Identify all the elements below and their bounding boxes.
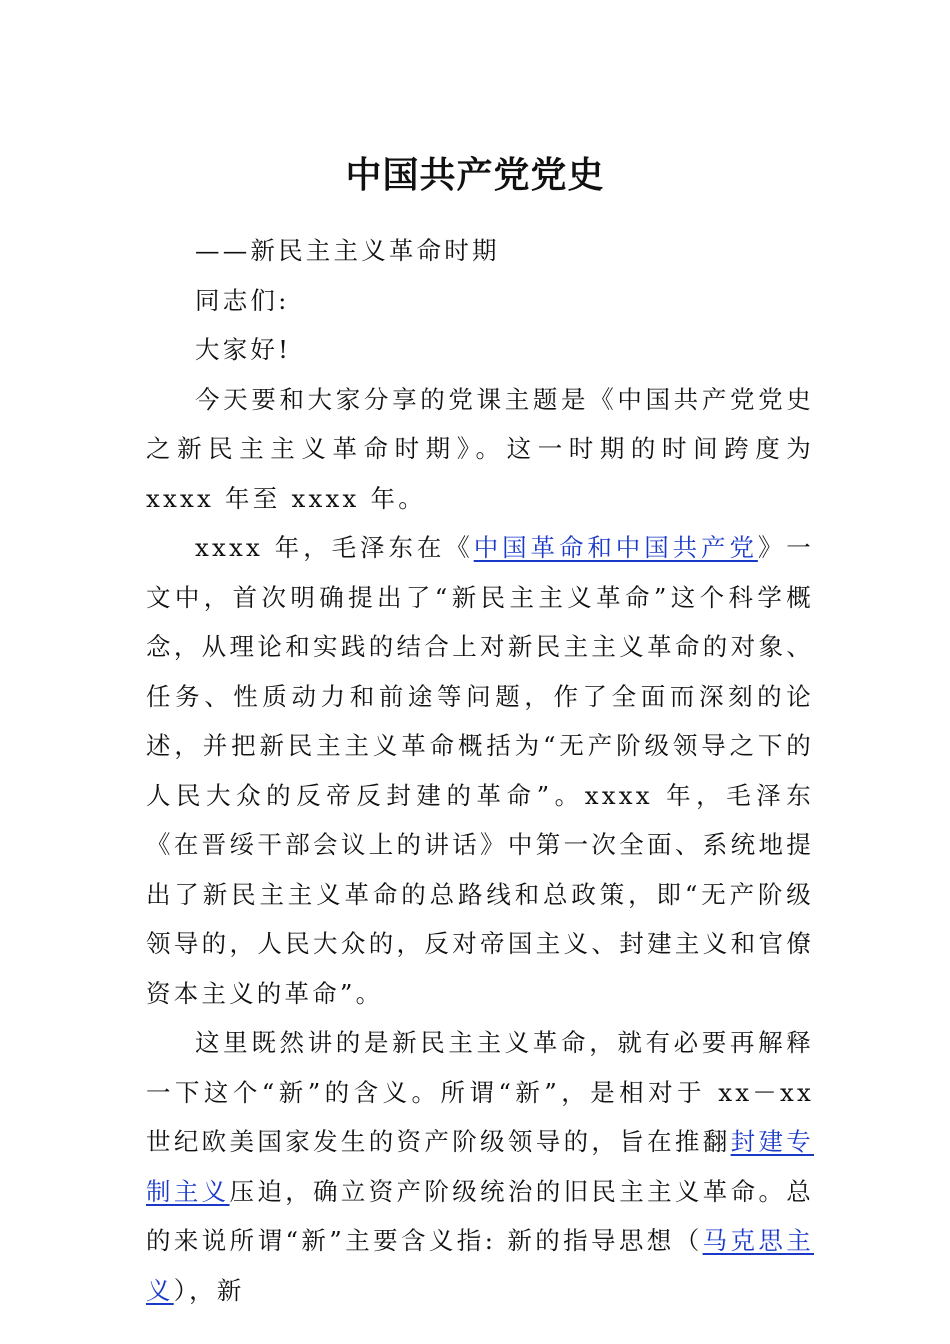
link-marxism[interactable]: 马克思主义 [146, 1226, 814, 1305]
salutation: 同志们: [195, 285, 290, 315]
paragraph-meaning-of-new [146, 1018, 814, 1315]
paragraph-text: xxxx 年，毛泽东在《 [195, 533, 474, 562]
link-chinese-revolution-and-cpc[interactable]: 中国革命和中国共产党 [473, 533, 758, 562]
paragraph-text: ），新 [173, 1275, 245, 1305]
greeting: 大家好! [195, 335, 292, 364]
paragraph-new-democratic-revolution [146, 523, 814, 1018]
document-body [146, 226, 814, 1315]
subtitle: ——新民主主义革命时期 [195, 236, 500, 265]
link-feudal-autocracy[interactable]: 封建专制主义 [146, 1127, 814, 1206]
paragraph-intro: 今天要和大家分享的党课主题是《中国共产党党史之新民主主义革命时期》。这一时期的时间跨度为 xxxx 年至 xxxx 年。 [146, 384, 814, 513]
document-title: 中国共产党党史 [345, 154, 605, 196]
paragraph-text: 》一文中，首次明确提出了“新民主主义革命”这个科学概念，从理论和实践的结合上对新民主主义革命的对象、任务、性质动力和前途等问题，作了全面而深刻的论述，并把新民主主义革命概括为“无产阶级领导之下的人民大众的反帝反封建的革命”。xxxx 年，毛泽东《在晋绥干部会议上的讲话》中第一次全面、系统地提出了新民主主义革命的总路线和总政策，即“无产阶级领导的，人民大众的，反对帝国主义、封建主义和官僚资本主义的革命”。 [146, 533, 814, 1008]
paragraph-text: 压迫，确立资产阶级统治的旧民主主义革命。总的来说所谓“新”主要含义指: 新的指导思想（ [146, 1176, 814, 1255]
paragraph-text: 这里既然讲的是新民主主义革命，就有必要再解释一下这个“新”的含义。所谓“新”，是相对于 xx－xx 世纪欧美国家发生的资产阶级领导的，旨在推翻 [146, 1028, 814, 1156]
